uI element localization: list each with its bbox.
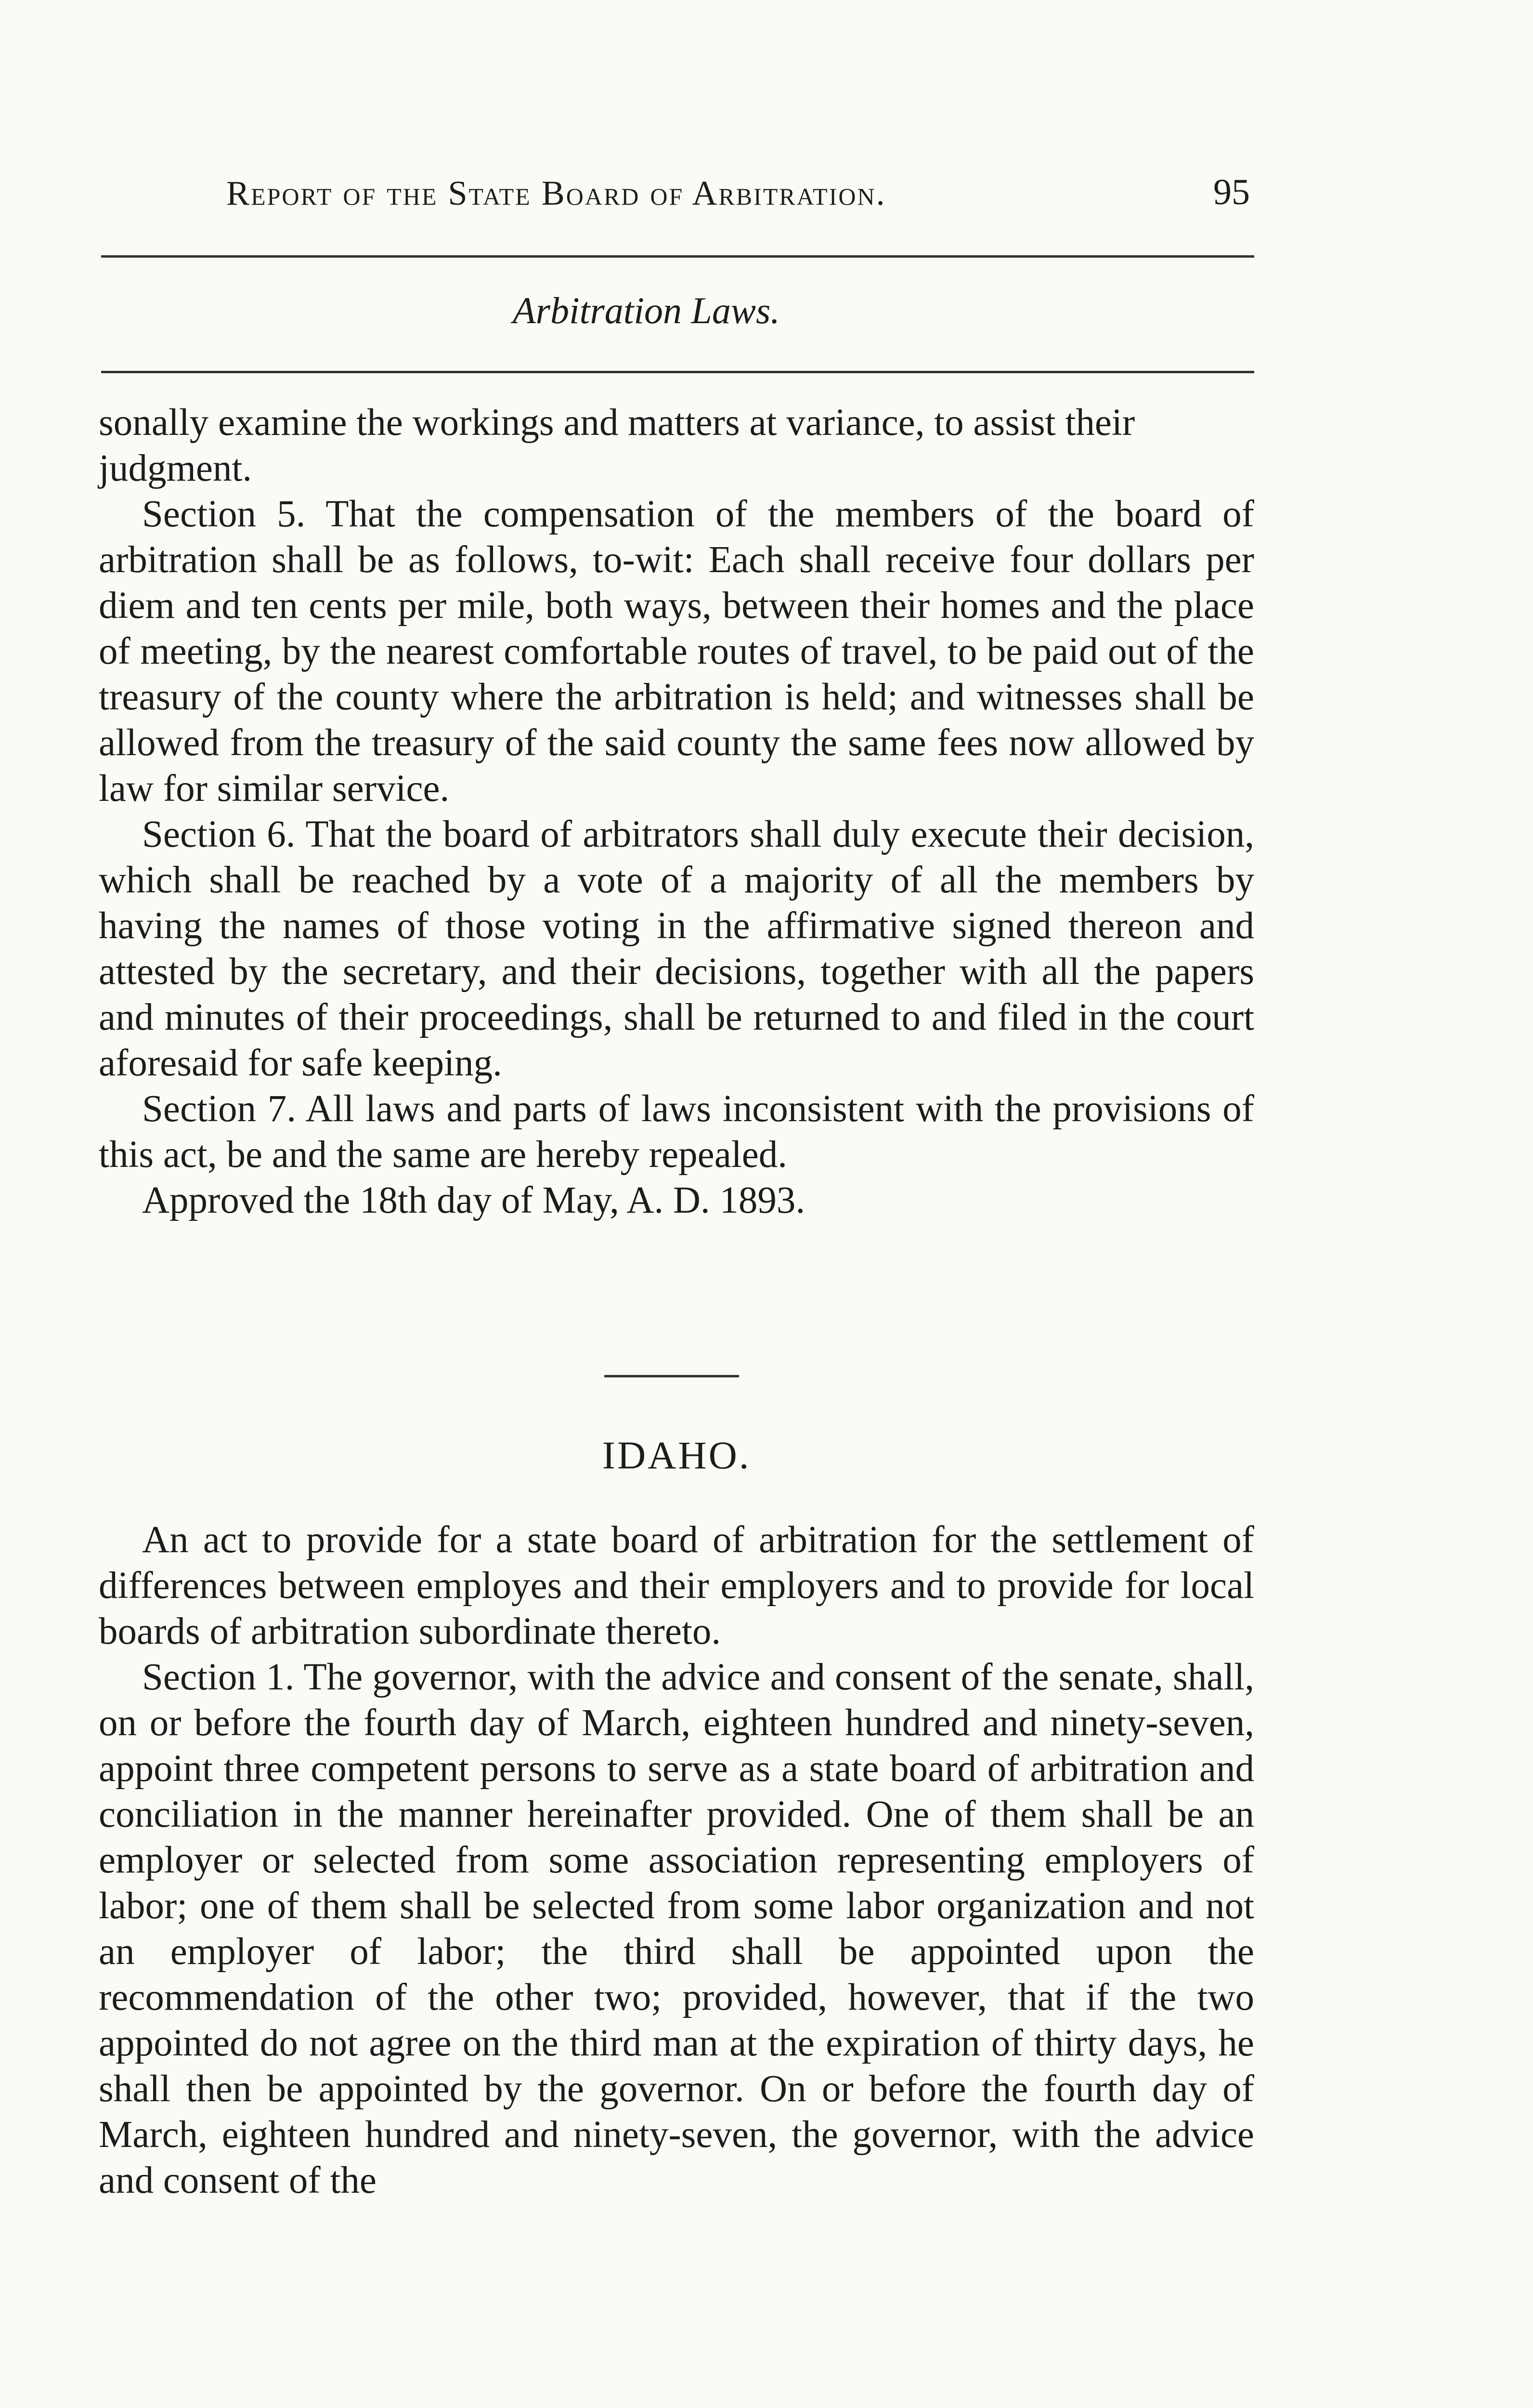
section-7-paragraph: Section 7. All laws and parts of laws inconsistent with the provisions of this act, be and the same are hereby repealed.: [99, 1088, 1254, 1176]
arbitration-text-block: [99, 400, 1254, 1223]
approval-line: Approved the 18th day of May, A. D. 1893.: [142, 1179, 805, 1221]
act-title-paragraph: An act to provide for a state board of arbitration for the settlement of differences between employes and their employers and to provide for local boards of arbitration subordinate thereto.: [99, 1519, 1254, 1652]
section-6-paragraph: Section 6. That the board of arbitrators shall duly execute their decision, which shall be reached by a vote of a majority of all the members by having the names of those voting in the affirmative signed thereon and attested by the secretary, and their decisions, together with all the papers and minutes of their proceedings, shall be returned to and filed in the court aforesaid for safe keeping.: [99, 813, 1254, 1084]
page-number: 95: [1213, 172, 1250, 212]
running-head: Report of the State Board of Arbitration.: [226, 174, 886, 212]
header-rule-bottom: [101, 371, 1254, 373]
idaho-text-block: [99, 1517, 1254, 2203]
state-heading: IDAHO.: [602, 1433, 751, 1477]
section-heading: Arbitration Laws.: [513, 289, 780, 331]
section-5-paragraph: Section 5. That the compensation of the members of the board of arbitration shall be as follows, to-wit: Each shall receive four dollars per diem and ten cents per mile, both ways, between their homes and the place of meeting, by the nearest comfortable routes of travel, to be paid out of the treasury of the county where the arbitration is held; and witnesses shall be allowed from the treasury of the said county the same fees now allowed by law for similar service.: [99, 493, 1254, 810]
continuation-paragraph: sonally examine the workings and matters at variance, to assist their judgment.: [99, 402, 1135, 489]
header-rule-top: [101, 255, 1254, 258]
section-1-paragraph: Section 1. The governor, with the advice and consent of the senate, shall, on or before the fourth day of March, eighteen hundred and ninety-seven, appoint three competent persons to serve as a state board of arbitration and conciliation in the manner hereinafter provided. One of them shall be an employer or selected from some association representing employers of labor; one of them shall be selected from some labor organization and not an employer of labor; the third shall be appointed upon the recommendation of the other two; provided, however, that if the two appointed do not agree on the third man at the expiration of thirty days, he shall then be appointed by the governor. On or before the fourth day of March, eighteen hundred and ninety-seven, the governor, with the advice and consent of the: [99, 1656, 1254, 2201]
section-divider: [604, 1375, 739, 1377]
